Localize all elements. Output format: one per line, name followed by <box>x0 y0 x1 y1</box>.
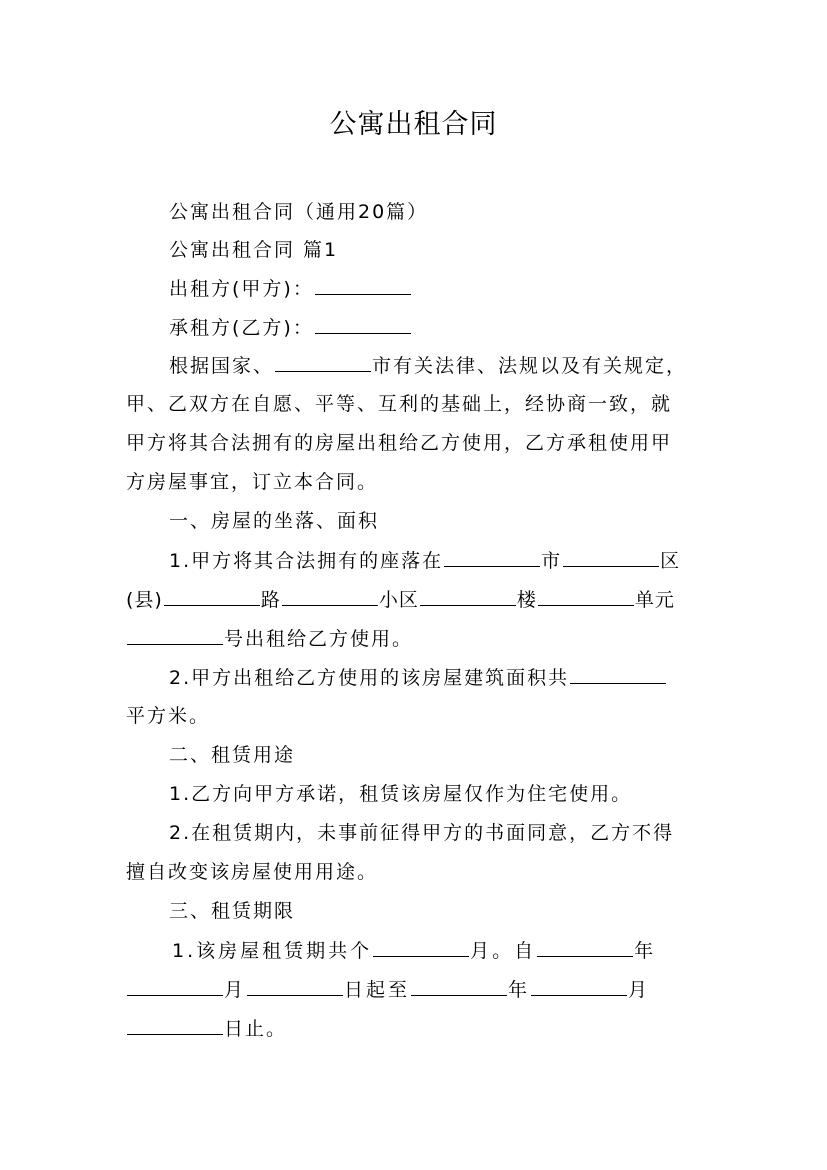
blank <box>420 586 516 606</box>
intro-line-2: 甲、乙双方在自愿、平等、互利的基础上，经协商一致，就 <box>126 393 673 415</box>
blank <box>282 586 378 606</box>
clause-text: 月。自 <box>470 940 537 962</box>
clause-text: 号出租给乙方使用。 <box>224 628 414 650</box>
clause-text: 2.甲方出租给乙方使用的该房屋建筑面积共 <box>169 667 570 689</box>
section2-item1: 1.乙方向甲方承诺，租赁该房屋仅作为住宅使用。 <box>169 783 633 805</box>
clause-text: 月 <box>628 979 651 1001</box>
clause-text: (县) <box>126 589 163 611</box>
section2-heading: 二、租赁用途 <box>169 744 296 766</box>
clause-text: 年 <box>508 979 531 1001</box>
lessor-blank <box>315 275 411 295</box>
intro-text: 市有关法律、法规以及有关规定， <box>372 355 688 377</box>
clause-text: 小区 <box>378 589 419 611</box>
section1-item1-line1 <box>169 547 749 574</box>
clause-text: 楼 <box>516 589 537 611</box>
clause-text: 月 <box>224 979 247 1001</box>
section-heading: 公寓出租合同 篇1 <box>169 239 339 261</box>
section1-item1-line3 <box>126 625 706 652</box>
blank <box>247 976 343 996</box>
clause-text: 区 <box>660 550 682 572</box>
section1-item2-line1 <box>169 664 749 691</box>
section3-item1-line1 <box>172 937 752 964</box>
blank <box>373 937 469 957</box>
section3-heading: 三、租赁期限 <box>169 900 296 922</box>
intro-line-4: 方房屋事宜，订立本合同。 <box>126 471 379 493</box>
blank <box>537 937 633 957</box>
lessor-label: 出租方(甲方)： <box>169 278 314 300</box>
lessee-line <box>169 314 749 341</box>
clause-text: 市 <box>541 550 563 572</box>
section1-item2-line2: 平方米。 <box>126 705 211 727</box>
clause-text: 1.该房屋租赁期共个 <box>172 940 373 962</box>
section1-item1-line2 <box>126 586 706 613</box>
clause-text: 日起至 <box>344 979 411 1001</box>
blank <box>127 1015 223 1035</box>
section2-item2-line2: 擅自改变该房屋使用用途。 <box>126 861 379 883</box>
document-title: 公寓出租合同 <box>329 109 498 140</box>
intro-line-1 <box>169 352 749 379</box>
intro-text: 根据国家、 <box>169 355 275 377</box>
clause-text: 年 <box>634 940 657 962</box>
blank <box>444 547 540 567</box>
blank <box>531 976 627 996</box>
document-subtitle: 公寓出租合同（通用20篇） <box>169 201 429 223</box>
city-blank <box>275 352 371 372</box>
section1-heading: 一、房屋的坐落、面积 <box>169 510 380 532</box>
clause-text: 单元 <box>634 589 675 611</box>
intro-line-3: 甲方将其合法拥有的房屋出租给乙方使用，乙方承租使用甲 <box>126 432 673 454</box>
blank <box>164 586 260 606</box>
area-blank <box>570 664 666 684</box>
lessee-blank <box>315 314 411 334</box>
section2-item2-line1: 2.在租赁期内，未事前征得甲方的书面同意，乙方不得 <box>169 822 675 844</box>
section3-item1-line3 <box>126 1015 706 1042</box>
section3-item1-line2 <box>126 976 706 1003</box>
clause-text: 路 <box>260 589 281 611</box>
clause-text: 1.甲方将其合法拥有的座落在 <box>169 550 444 572</box>
lessee-label: 承租方(乙方)： <box>169 317 314 339</box>
blank <box>563 547 659 567</box>
blank <box>127 976 223 996</box>
lessor-line <box>169 275 749 302</box>
blank <box>411 976 507 996</box>
clause-text: 日止。 <box>224 1018 288 1040</box>
blank <box>127 625 223 645</box>
blank <box>538 586 634 606</box>
